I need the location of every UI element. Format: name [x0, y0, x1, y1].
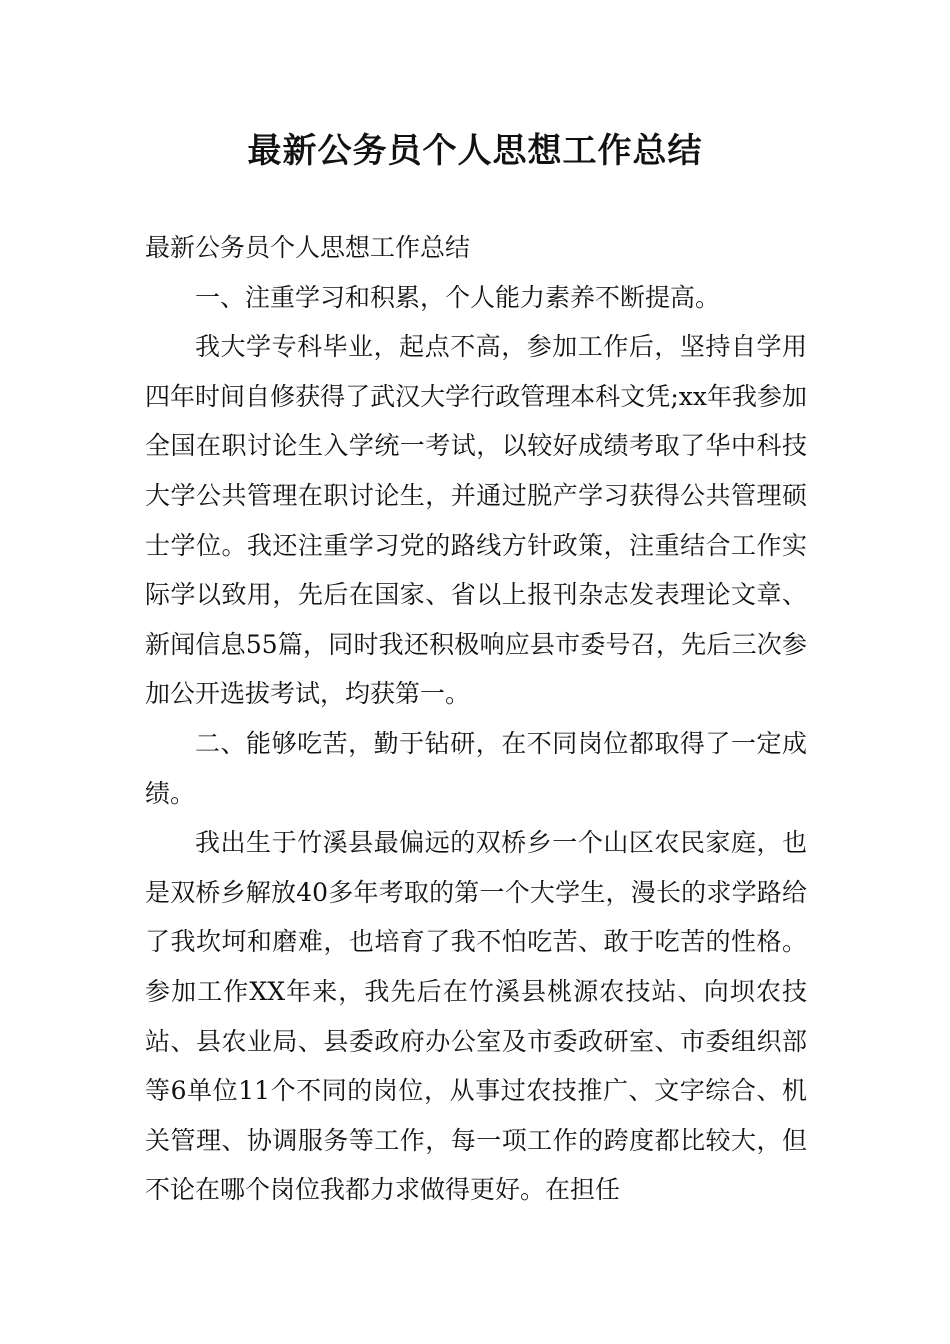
- paragraph-section-2-body: 我出生于竹溪县最偏远的双桥乡一个山区农民家庭，也是双桥乡解放40多年考取的第一个大学生，漫长的求学路给了我坎坷和磨难，也培育了我不怕吃苦、敢于吃苦的性格。参加工作XX年来，我先后在竹溪县桃源农技站、向坝农技站、县农业局、县委政府办公室及市委政研室、市委组织部等6单位11个不同的岗位，从事过农技推广、文字综合、机关管理、协调服务等工作，每一项工作的跨度都比较大，但不论在哪个岗位我都力求做得更好。在担任: [145, 828, 807, 1205]
- paragraph-section-1-body: 我大学专科毕业，起点不高，参加工作后，坚持自学用四年时间自修获得了武汉大学行政管理本科文凭;xx年我参加全国在职讨论生入学统一考试，以较好成绩考取了华中科技大学公共管理在职讨论生，并通过脱产学习获得公共管理硕士学位。我还注重学习党的路线方针政策，注重结合工作实际学以致用，先后在国家、省以上报刊杂志发表理论文章、新闻信息55篇，同时我还积极响应县市委号召，先后三次参加公开选拔考试，均获第一。: [145, 332, 807, 709]
- paragraph-section-2-heading: 二、能够吃苦，勤于钻研，在不同岗位都取得了一定成绩。: [145, 728, 807, 808]
- paragraph-section-1-heading: 一、注重学习和积累，个人能力素养不断提高。: [195, 282, 721, 312]
- document-body: [145, 223, 807, 1215]
- paragraph-subtitle: 最新公务员个人思想工作总结: [145, 233, 471, 262]
- document-title: 最新公务员个人思想工作总结: [247, 131, 703, 171]
